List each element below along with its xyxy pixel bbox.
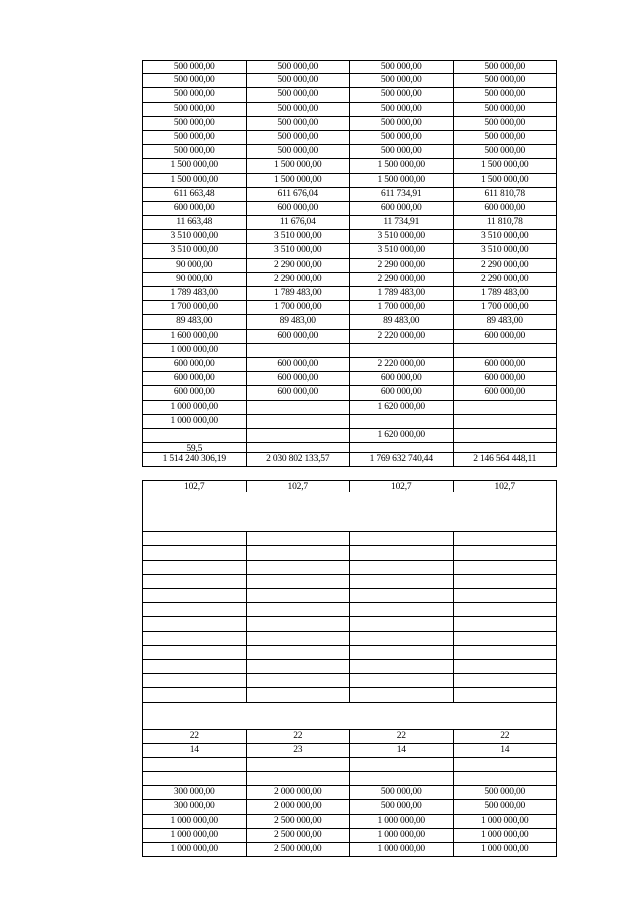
- table-cell: 1 600 000,00: [142, 330, 246, 344]
- table-cell: 500 000,00: [246, 103, 350, 117]
- table-cell: 600 000,00: [453, 330, 558, 344]
- table-cell: 2 290 000,00: [453, 273, 558, 287]
- table-cell: [349, 443, 453, 453]
- table-row: [142, 532, 557, 546]
- table-row: [142, 800, 557, 814]
- table-cell: [453, 546, 558, 560]
- table-cell: 22: [349, 730, 453, 744]
- table-cell: [453, 688, 558, 702]
- table-cell: 600 000,00: [142, 386, 246, 400]
- table-cell: [349, 688, 453, 702]
- table-row: [142, 453, 557, 467]
- table-cell: 11 676,04: [246, 216, 350, 230]
- table-cell: 102,7: [142, 480, 246, 492]
- table-row: [142, 372, 557, 386]
- table-cell: 1 700 000,00: [142, 301, 246, 315]
- table-cell: 500 000,00: [142, 60, 246, 74]
- table-cell: 1 700 000,00: [453, 301, 558, 315]
- table-cell: [453, 575, 558, 589]
- table-cell: 1 700 000,00: [349, 301, 453, 315]
- table-cell: 500 000,00: [349, 131, 453, 145]
- table-cell: [246, 561, 350, 575]
- table-cell: 600 000,00: [349, 372, 453, 386]
- table-cell: 611 734,91: [349, 188, 453, 202]
- table-cell: 600 000,00: [349, 202, 453, 216]
- table-cell: [349, 603, 453, 617]
- table-cell: [142, 492, 246, 532]
- table-cell: 500 000,00: [142, 145, 246, 159]
- table-cell: [349, 674, 453, 688]
- table-row: [142, 287, 557, 301]
- table-cell: [349, 561, 453, 575]
- table-cell: 500 000,00: [349, 60, 453, 74]
- table-cell: [142, 703, 246, 730]
- table-cell: 89 483,00: [142, 315, 246, 329]
- table-cell: 3 510 000,00: [349, 230, 453, 244]
- table-cell: 500 000,00: [453, 103, 558, 117]
- table-cell: 1 500 000,00: [246, 159, 350, 173]
- table-cell: [349, 415, 453, 429]
- table-cell: 500 000,00: [349, 145, 453, 159]
- table-cell: 2 500 000,00: [246, 843, 350, 857]
- table-cell: [349, 646, 453, 660]
- table-cell: [142, 632, 246, 646]
- table-cell: 2 030 802 133,57: [246, 453, 350, 467]
- table-cell: 600 000,00: [453, 386, 558, 400]
- table-cell: [142, 646, 246, 660]
- table-cell: [453, 589, 558, 603]
- table-cell: [142, 429, 246, 443]
- table-cell: 500 000,00: [246, 131, 350, 145]
- table-cell: 611 663,48: [142, 188, 246, 202]
- table-row: [142, 429, 557, 443]
- table-cell: [453, 632, 558, 646]
- table-row: [142, 244, 557, 258]
- table-row: [142, 386, 557, 400]
- table-cell: 1 514 240 306,19: [142, 453, 246, 467]
- table-cell: 102,7: [246, 480, 350, 492]
- table-cell: 1 000 000,00: [142, 344, 246, 358]
- table-cell: [142, 660, 246, 674]
- table-cell: 500 000,00: [453, 60, 558, 74]
- table-cell: 2 290 000,00: [246, 259, 350, 273]
- table-row: [142, 758, 557, 772]
- table-cell: [453, 415, 558, 429]
- table-cell: [453, 772, 558, 786]
- table-row: [142, 480, 557, 492]
- table-row: [142, 74, 557, 88]
- table-cell: 600 000,00: [453, 372, 558, 386]
- table-cell: 1 789 483,00: [453, 287, 558, 301]
- table-row: [142, 358, 557, 372]
- table-row: [142, 772, 557, 786]
- table-cell: 1 700 000,00: [246, 301, 350, 315]
- table-cell: [246, 646, 350, 660]
- table-cell: 2 220 000,00: [349, 330, 453, 344]
- table-cell: 611 676,04: [246, 188, 350, 202]
- table-row: [142, 443, 557, 453]
- table-row: [142, 401, 557, 415]
- table-cell: 500 000,00: [142, 103, 246, 117]
- table-cell: [246, 772, 350, 786]
- table-row: [142, 730, 557, 744]
- table-cell: 1 789 483,00: [349, 287, 453, 301]
- table-cell: 59,5: [142, 443, 246, 453]
- table-cell: 14: [453, 744, 558, 758]
- table-cell: 600 000,00: [142, 358, 246, 372]
- table-cell: 2 000 000,00: [246, 786, 350, 800]
- table-cell: 1 789 483,00: [246, 287, 350, 301]
- table-cell: 600 000,00: [142, 372, 246, 386]
- table-row: [142, 617, 557, 631]
- table-cell: 14: [142, 744, 246, 758]
- table-cell: 1 500 000,00: [349, 159, 453, 173]
- table-cell: 500 000,00: [349, 103, 453, 117]
- table-cell: 500 000,00: [349, 88, 453, 102]
- table-cell: 600 000,00: [453, 202, 558, 216]
- table-cell: [246, 617, 350, 631]
- table-cell: 500 000,00: [453, 117, 558, 131]
- table-row: [142, 145, 557, 159]
- table-cell: [246, 688, 350, 702]
- table-cell: [246, 415, 350, 429]
- table-cell: 3 510 000,00: [246, 230, 350, 244]
- table-row: [142, 315, 557, 329]
- table-cell: 3 510 000,00: [142, 230, 246, 244]
- table-cell: 90 000,00: [142, 259, 246, 273]
- table-row: [142, 815, 557, 829]
- table-cell: 23: [246, 744, 350, 758]
- table-cell: 300 000,00: [142, 800, 246, 814]
- table-row: [142, 344, 557, 358]
- table-cell: [246, 758, 350, 772]
- table-cell: [453, 443, 558, 453]
- table-cell: [246, 429, 350, 443]
- table-cell: [349, 546, 453, 560]
- table-cell: 22: [142, 730, 246, 744]
- table-cell: [453, 603, 558, 617]
- table-cell: 2 146 564 448,11: [453, 453, 558, 467]
- table-cell: [453, 660, 558, 674]
- table-cell: [453, 561, 558, 575]
- table-cell: [142, 688, 246, 702]
- table-cell: 1 000 000,00: [142, 829, 246, 843]
- table-cell: 600 000,00: [246, 330, 350, 344]
- table-cell: 300 000,00: [142, 786, 246, 800]
- table-cell: 1 500 000,00: [453, 159, 558, 173]
- table-row: [142, 103, 557, 117]
- table-row: [142, 174, 557, 188]
- table-cell: [246, 344, 350, 358]
- table-row: [142, 131, 557, 145]
- table-cell: 500 000,00: [246, 145, 350, 159]
- table-cell: [453, 703, 557, 730]
- table-cell: [142, 589, 246, 603]
- table-cell: [246, 532, 350, 546]
- table-cell: 1 500 000,00: [246, 174, 350, 188]
- table-cell: 1 000 000,00: [453, 815, 558, 829]
- table-cell: 1 000 000,00: [349, 829, 453, 843]
- table-cell: 611 810,78: [453, 188, 558, 202]
- table-row: [142, 492, 557, 532]
- table-row: [142, 330, 557, 344]
- table-cell: [142, 561, 246, 575]
- table-cell: 600 000,00: [349, 386, 453, 400]
- table-cell: 11 663,48: [142, 216, 246, 230]
- table-cell: [246, 401, 350, 415]
- table-cell: 1 500 000,00: [142, 159, 246, 173]
- table-cell: 500 000,00: [349, 786, 453, 800]
- table-row: [142, 688, 557, 702]
- table-cell: 500 000,00: [453, 800, 558, 814]
- table-row: [142, 202, 557, 216]
- table-cell: [453, 467, 557, 480]
- table-cell: 1 500 000,00: [349, 174, 453, 188]
- table-cell: [142, 617, 246, 631]
- table-cell: 2 290 000,00: [246, 273, 350, 287]
- table-row: [142, 60, 557, 74]
- table-cell: [349, 532, 453, 546]
- table-cell: [453, 492, 557, 532]
- table-cell: 500 000,00: [453, 145, 558, 159]
- table-cell: 90 000,00: [142, 273, 246, 287]
- table-cell: 2 290 000,00: [349, 273, 453, 287]
- table-cell: [350, 492, 453, 532]
- table-row: [142, 301, 557, 315]
- table-cell: 14: [349, 744, 453, 758]
- table-row: [142, 159, 557, 173]
- table-cell: 2 500 000,00: [246, 829, 350, 843]
- table-cell: 3 510 000,00: [349, 244, 453, 258]
- table-cell: 500 000,00: [453, 786, 558, 800]
- table-cell: 500 000,00: [453, 131, 558, 145]
- table-cell: 500 000,00: [453, 88, 558, 102]
- table-cell: 1 000 000,00: [453, 829, 558, 843]
- table-cell: 2 290 000,00: [453, 259, 558, 273]
- table-cell: [142, 546, 246, 560]
- table-row: [142, 632, 557, 646]
- table-cell: 89 483,00: [453, 315, 558, 329]
- table-cell: [453, 429, 558, 443]
- table-cell: [349, 758, 453, 772]
- table-cell: 500 000,00: [349, 74, 453, 88]
- table-cell: [246, 632, 350, 646]
- table-cell: [453, 646, 558, 660]
- table-cell: 3 510 000,00: [246, 244, 350, 258]
- table-cell: [142, 674, 246, 688]
- table-cell: [246, 546, 350, 560]
- table-row: [142, 467, 557, 480]
- table-row: [142, 646, 557, 660]
- table-cell: 1 000 000,00: [142, 415, 246, 429]
- table-row: [142, 829, 557, 843]
- table-row: [142, 703, 557, 730]
- table-cell: [350, 467, 454, 480]
- table-row: [142, 674, 557, 688]
- table-row: [142, 603, 557, 617]
- table-cell: [349, 660, 453, 674]
- table-cell: 1 500 000,00: [453, 174, 558, 188]
- table-cell: 11 810,78: [453, 216, 558, 230]
- table-cell: 1 789 483,00: [142, 287, 246, 301]
- table-cell: [246, 603, 350, 617]
- table-cell: 2 220 000,00: [349, 358, 453, 372]
- table-row: [142, 660, 557, 674]
- table-cell: [350, 703, 453, 730]
- table-cell: 2 500 000,00: [246, 815, 350, 829]
- table-cell: 3 510 000,00: [142, 244, 246, 258]
- table-row: [142, 230, 557, 244]
- table-cell: [246, 575, 350, 589]
- table-row: [142, 561, 557, 575]
- table-row: [142, 188, 557, 202]
- table-cell: [246, 674, 350, 688]
- table-cell: 600 000,00: [246, 202, 350, 216]
- table-cell: [349, 617, 453, 631]
- table-cell: [246, 443, 350, 453]
- table-row: [142, 415, 557, 429]
- table-cell: 1 000 000,00: [349, 815, 453, 829]
- table-cell: 500 000,00: [349, 800, 453, 814]
- table-cell: 2 290 000,00: [349, 259, 453, 273]
- table-row: [142, 259, 557, 273]
- table-cell: 1 620 000,00: [349, 401, 453, 415]
- table-cell: 1 000 000,00: [142, 815, 246, 829]
- table-cell: 500 000,00: [142, 74, 246, 88]
- table-cell: 22: [246, 730, 350, 744]
- table-cell: [349, 772, 453, 786]
- table-cell: [453, 674, 558, 688]
- table-cell: [246, 589, 350, 603]
- table-cell: 1 620 000,00: [349, 429, 453, 443]
- table-cell: 1 000 000,00: [349, 843, 453, 857]
- table-cell: 500 000,00: [246, 74, 350, 88]
- table-cell: 89 483,00: [246, 315, 350, 329]
- table-cell: [142, 467, 246, 480]
- table-row: [142, 589, 557, 603]
- table-cell: 600 000,00: [246, 372, 350, 386]
- table-cell: 500 000,00: [142, 131, 246, 145]
- table-cell: 11 734,91: [349, 216, 453, 230]
- table-cell: 500 000,00: [142, 117, 246, 131]
- table-cell: 1 769 632 740,44: [349, 453, 453, 467]
- table-cell: 600 000,00: [246, 386, 350, 400]
- table-cell: [453, 401, 558, 415]
- table-cell: [142, 532, 246, 546]
- table-cell: [142, 603, 246, 617]
- table-cell: 102,7: [349, 480, 453, 492]
- table-cell: 1 500 000,00: [142, 174, 246, 188]
- table-cell: [246, 467, 350, 480]
- table-row: [142, 88, 557, 102]
- table-cell: 500 000,00: [246, 60, 350, 74]
- table-row: [142, 546, 557, 560]
- table-cell: [349, 575, 453, 589]
- table-cell: 102,7: [453, 480, 558, 492]
- table-cell: 1 000 000,00: [142, 843, 246, 857]
- table-cell: [142, 772, 246, 786]
- table-cell: [142, 758, 246, 772]
- table-cell: [142, 575, 246, 589]
- table-cell: 1 000 000,00: [142, 401, 246, 415]
- table-cell: [453, 532, 558, 546]
- table-cell: 500 000,00: [142, 88, 246, 102]
- table-cell: 500 000,00: [246, 88, 350, 102]
- table-cell: 500 000,00: [349, 117, 453, 131]
- table-row: [142, 843, 557, 857]
- table-cell: [453, 344, 558, 358]
- table-cell: 500 000,00: [453, 74, 558, 88]
- table-cell: [453, 617, 558, 631]
- table-row: [142, 744, 557, 758]
- table-row: [142, 786, 557, 800]
- table-cell: 2 000 000,00: [246, 800, 350, 814]
- table-cell: [246, 492, 349, 532]
- table-cell: 600 000,00: [246, 358, 350, 372]
- table-cell: [453, 758, 558, 772]
- table-cell: [349, 344, 453, 358]
- table-cell: [246, 660, 350, 674]
- table-cell: 3 510 000,00: [453, 230, 558, 244]
- table-cell: 600 000,00: [142, 202, 246, 216]
- table-cell: 22: [453, 730, 558, 744]
- table-cell: [349, 589, 453, 603]
- table-row: [142, 273, 557, 287]
- table-row: [142, 216, 557, 230]
- table-cell: 89 483,00: [349, 315, 453, 329]
- table-cell: 3 510 000,00: [453, 244, 558, 258]
- table-cell: [349, 632, 453, 646]
- table-cell: 500 000,00: [246, 117, 350, 131]
- table-cell: 600 000,00: [453, 358, 558, 372]
- data-table: [142, 60, 557, 857]
- table-row: [142, 117, 557, 131]
- table-cell: 1 000 000,00: [453, 843, 558, 857]
- table-cell: [246, 703, 349, 730]
- table-row: [142, 575, 557, 589]
